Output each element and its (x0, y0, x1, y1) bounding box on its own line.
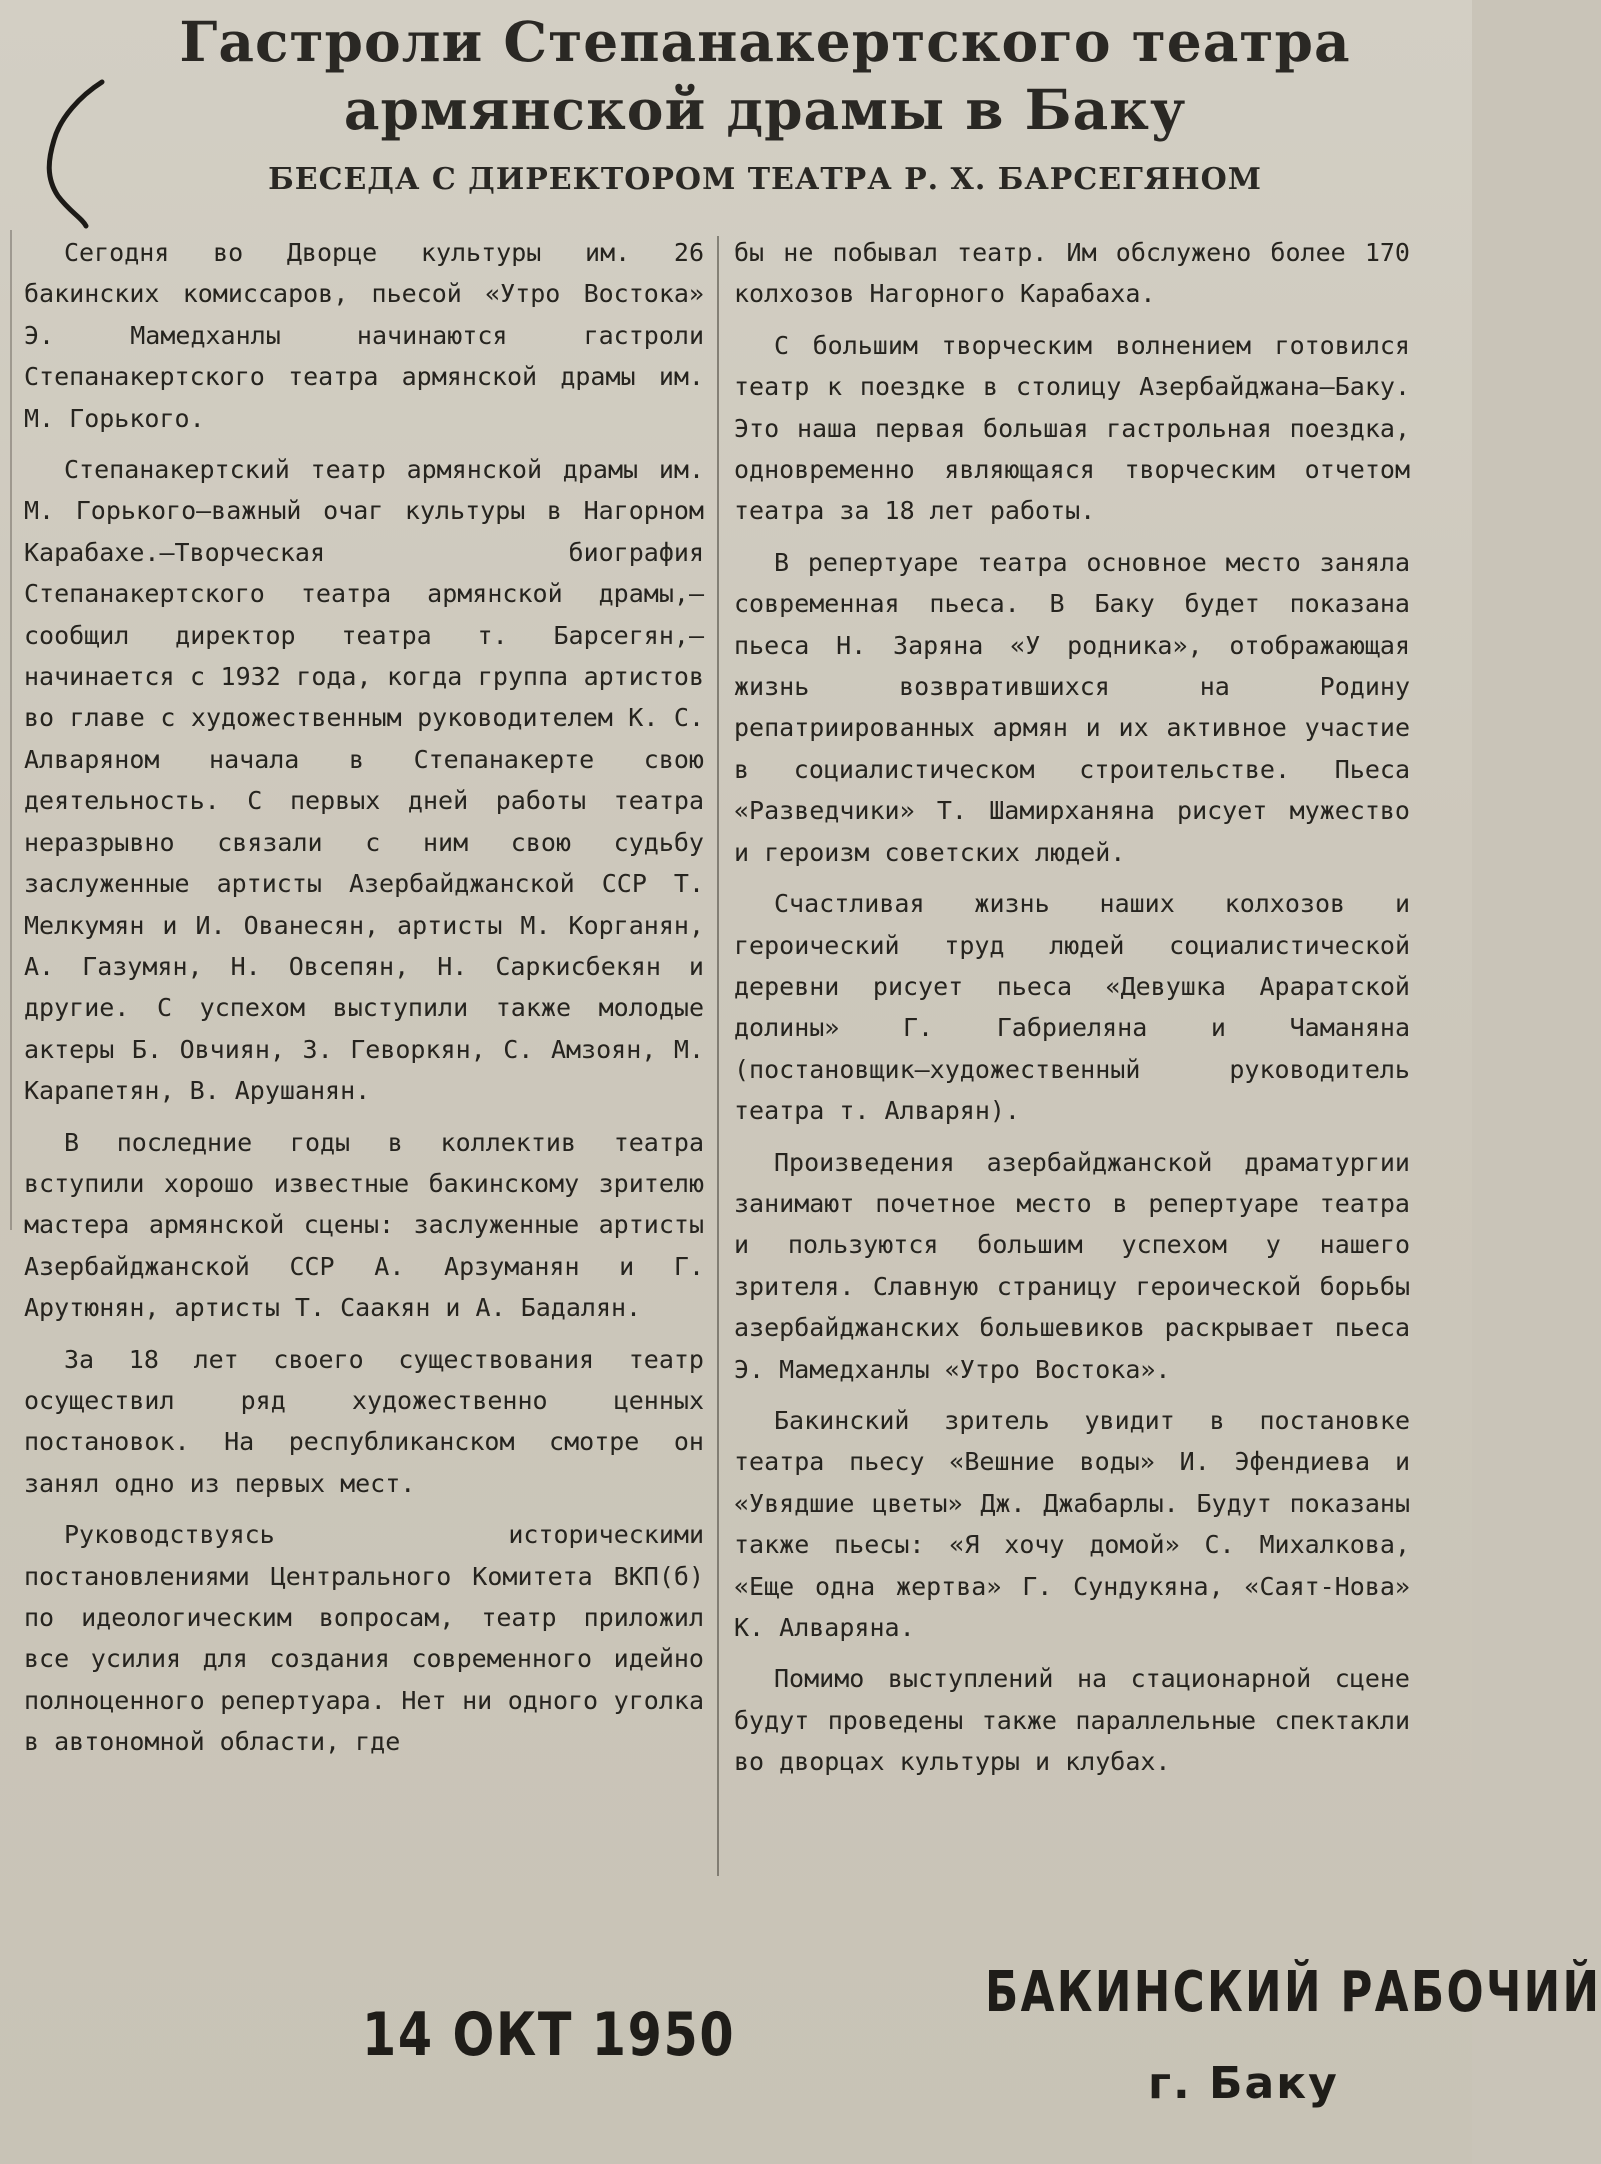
date-stamp: 14 ОКТ 1950 (362, 2000, 736, 2070)
paragraph: Счастливая жизнь наших колхозов и героический труд людей социалистической деревни рисует пьеса «Девушка Араратской долины» Г. Габриеляна и Чаманяна (постановщик—художественный руководитель театра т. Алварян). (734, 889, 1410, 1126)
city-stamp: г. Баку (1148, 2058, 1339, 2109)
paragraph: Руководствуясь историческими постановлениями Центрального Комитета ВКП(б) по идеологическим вопросам, театр приложил все усилия для создания современного идейно полноценного репертуара. Нет ни одного уголка в автономной области, где (24, 1520, 704, 1757)
paragraph: С большим творческим волнением готовился театр к поездке в столицу Азербайджана—Баку. Это наша первая большая гастрольная поездка, одновременно являющаяся творческим отчетом театра за 18 лет работы. (734, 330, 1410, 526)
paragraph: Бакинский зритель увидит в постановке театра пьесу «Вешние воды» И. Эфендиева и «Увядшие цветы» Дж. Джабарлы. Будут показаны также пьесы: «Я хочу домой» С. Михалкова, «Еще одна жертва» Г. Сундукяна, «Саят-Нова» К. Алваряна. (734, 1405, 1410, 1642)
paragraph: Степанакертский театр армянской драмы им. М. Горького—важный очаг культуры в Нагорном Карабахе.—Творческая биография Степанакертского театра армянской драмы,—сообщил директор театра т. Барсегян,—начинается с 1932 года, когда группа артистов во главе с художественным руководителем К. С. Алваряном начала в Степанакерте свою деятельность. С первых дней работы театра неразрывно связали с ним свою судьбу заслуженные артисты Азербайджанской ССР Т. Мелкумян и И. Ованесян, артисты М. Корганян, А. Газумян, Н. Овсепян, Н. Саркисбекян и другие. С успехом выступили также молодые актеры Б. Овчиян, З. Геворкян, С. Амзоян, М. Карапетян, В. Арушанян. (24, 455, 704, 1106)
headline (120, 8, 1410, 144)
paragraph: В последние годы в коллектив театра вступили хорошо известные бакинскому зрителю мастера армянской сцены: заслуженные артисты Азербайджанской ССР А. Арзуманян и Г. Арутюнян, артисты Т. Саакян и А. Бадалян. (24, 1127, 704, 1323)
paragraph-continued: бы не побывал театр. Им обслужено более 170 колхозов Нагорного Карабаха. (734, 238, 1410, 309)
headline-line-2: армянской драмы в Баку (343, 77, 1187, 142)
paragraph: Помимо выступлений на стационарной сцене будут проведены также параллельные спектакли во дворцах культуры и клубах. (734, 1664, 1410, 1777)
paragraph: Сегодня во Дворце культуры им. 26 бакинских комиссаров, пьесой «Утро Востока» Э. Мамедханлы начинаются гастроли Степанакертского театра армянской драмы им. М. Горького. (24, 238, 704, 433)
left-margin-rule (10, 230, 12, 1230)
right-column (734, 232, 1410, 1793)
column-divider (717, 236, 719, 1876)
paragraph: Произведения азербайджанской драматургии занимают почетное место в репертуаре театра и пользуются большим успехом у нашего зрителя. Славную страницу героической борьбы азербайджанских большевиков раскрывает пьеса Э. Мамедханлы «Утро Востока». (734, 1147, 1410, 1384)
handwritten-mark (40, 78, 120, 228)
paragraph: За 18 лет своего существования театр осуществил ряд художественно ценных постановок. На республиканском смотре он занял одно из первых мест. (24, 1344, 704, 1498)
left-column (24, 232, 704, 1773)
newspaper-name-stamp: БАКИНСКИЙ РАБОЧИЙ (985, 1960, 1601, 2025)
subheadline: БЕСЕДА С ДИРЕКТОРОМ ТЕАТРА Р. Х. БАРСЕГЯНОМ (268, 162, 1262, 197)
paragraph: В репертуаре театра основное место заняла современная пьеса. В Баку будет показана пьеса Н. Заряна «У родника», отображающая жизнь возвратившихся на Родину репатриированных армян и их активное участие в социалистическом строительстве. Пьеса «Разведчики» Т. Шамирханяна рисует мужество и героизм советских людей. (734, 547, 1410, 867)
headline-line-1: Гастроли Степанакертского театра (179, 9, 1351, 74)
